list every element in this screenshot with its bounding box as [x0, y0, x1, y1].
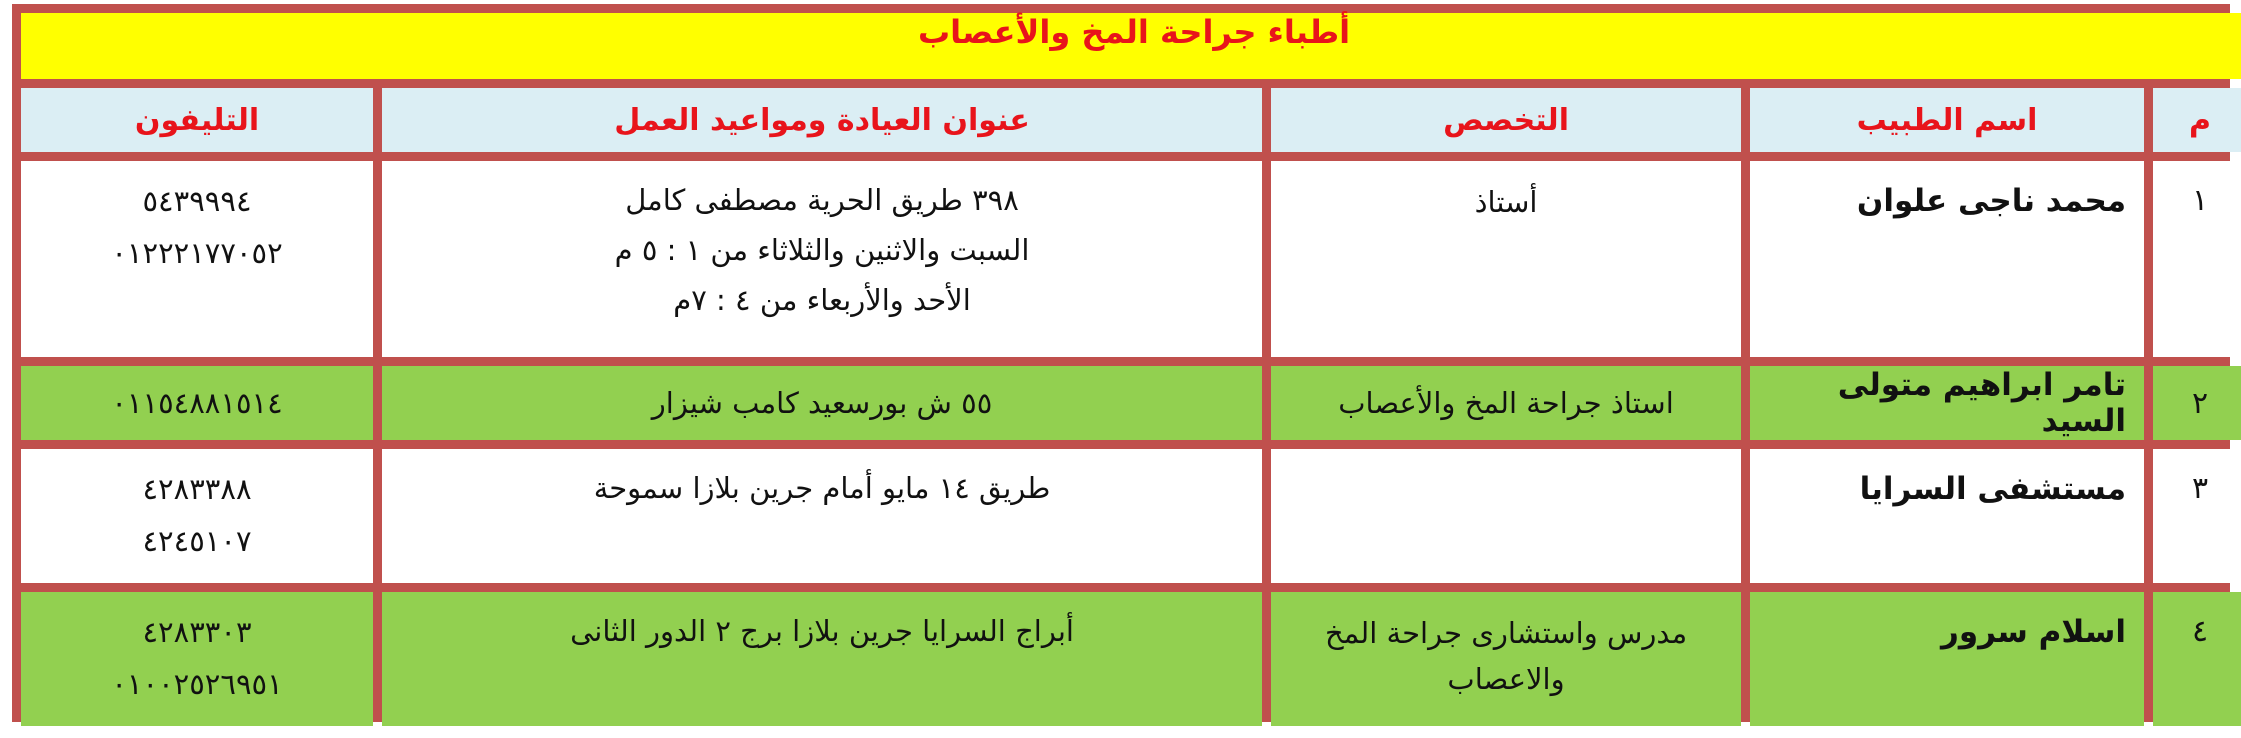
doctor-name: محمد ناجى علوان	[1750, 161, 2144, 357]
address-line: الأحد والأربعاء من ٤ : ٧م	[673, 283, 971, 317]
row-number: ٣	[2153, 449, 2241, 583]
specialty-line: أستاذ	[1474, 185, 1538, 219]
phone-cell	[21, 161, 373, 357]
phone-number: ٥٤٣٩٩٩٤	[142, 184, 252, 218]
address-line: أبراج السرايا جرين بلازا برج ٢ الدور الثانى	[570, 614, 1074, 648]
specialty-cell	[1271, 592, 1741, 726]
address-cell	[382, 161, 1262, 357]
row-number: ٢	[2153, 366, 2241, 440]
table-row	[21, 366, 2241, 440]
doctor-name: تامر ابراهيم متولى السيد	[1750, 366, 2144, 440]
table-row	[21, 449, 2241, 583]
phone-number: ٤٢٨٣٣٨٨	[142, 472, 252, 506]
header-num: م	[2153, 88, 2241, 152]
specialty-line: والاعصاب	[1447, 662, 1565, 696]
phone-cell	[21, 449, 373, 583]
row-number: ١	[2153, 161, 2241, 357]
specialty-line: استاذ جراحة المخ والأعصاب	[1338, 386, 1674, 420]
address-cell	[382, 449, 1262, 583]
address-line: طريق ١٤ مايو أمام جرين بلازا سموحة	[593, 471, 1051, 505]
specialty-cell	[1271, 449, 1741, 583]
table-row	[21, 592, 2241, 726]
specialty-line: مدرس واستشارى جراحة المخ	[1324, 616, 1688, 650]
header-address: عنوان العيادة ومواعيد العمل	[382, 88, 1262, 152]
specialty-cell	[1271, 366, 1741, 440]
table-title: أطباء جراحة المخ والأعصاب	[21, 13, 2241, 79]
address-cell	[382, 366, 1262, 440]
phone-number: ٠١١٥٤٨٨١٥١٤	[111, 386, 283, 420]
header-specialty: التخصص	[1271, 88, 1741, 152]
specialty-cell	[1271, 161, 1741, 357]
header-phone: التليفون	[21, 88, 373, 152]
phone-number: ٤٢٨٣٣٠٣	[142, 615, 252, 649]
phone-number: ٠١٠٠٢٥٢٦٩٥١	[111, 667, 283, 701]
header-row	[21, 88, 2241, 152]
table-row	[21, 161, 2241, 357]
doctor-name: مستشفى السرايا	[1750, 449, 2144, 583]
doctors-table	[12, 4, 2241, 735]
phone-number: ٠١٢٢٢١٧٧٠٥٢	[111, 236, 283, 270]
row-number: ٤	[2153, 592, 2241, 726]
address-line: ٥٥ ش بورسعيد كامب شيزار	[651, 386, 993, 420]
doctor-name: اسلام سرور	[1750, 592, 2144, 726]
address-line: السبت والاثنين والثلاثاء من ١ : ٥ م	[614, 233, 1030, 267]
phone-cell	[21, 366, 373, 440]
phone-number: ٤٢٤٥١٠٧	[142, 524, 252, 558]
phone-cell	[21, 592, 373, 726]
address-line: ٣٩٨ طريق الحرية مصطفى كامل	[625, 183, 1019, 217]
address-cell	[382, 592, 1262, 726]
header-name: اسم الطبيب	[1750, 88, 2144, 152]
doctors-table-sheet	[12, 4, 2230, 722]
